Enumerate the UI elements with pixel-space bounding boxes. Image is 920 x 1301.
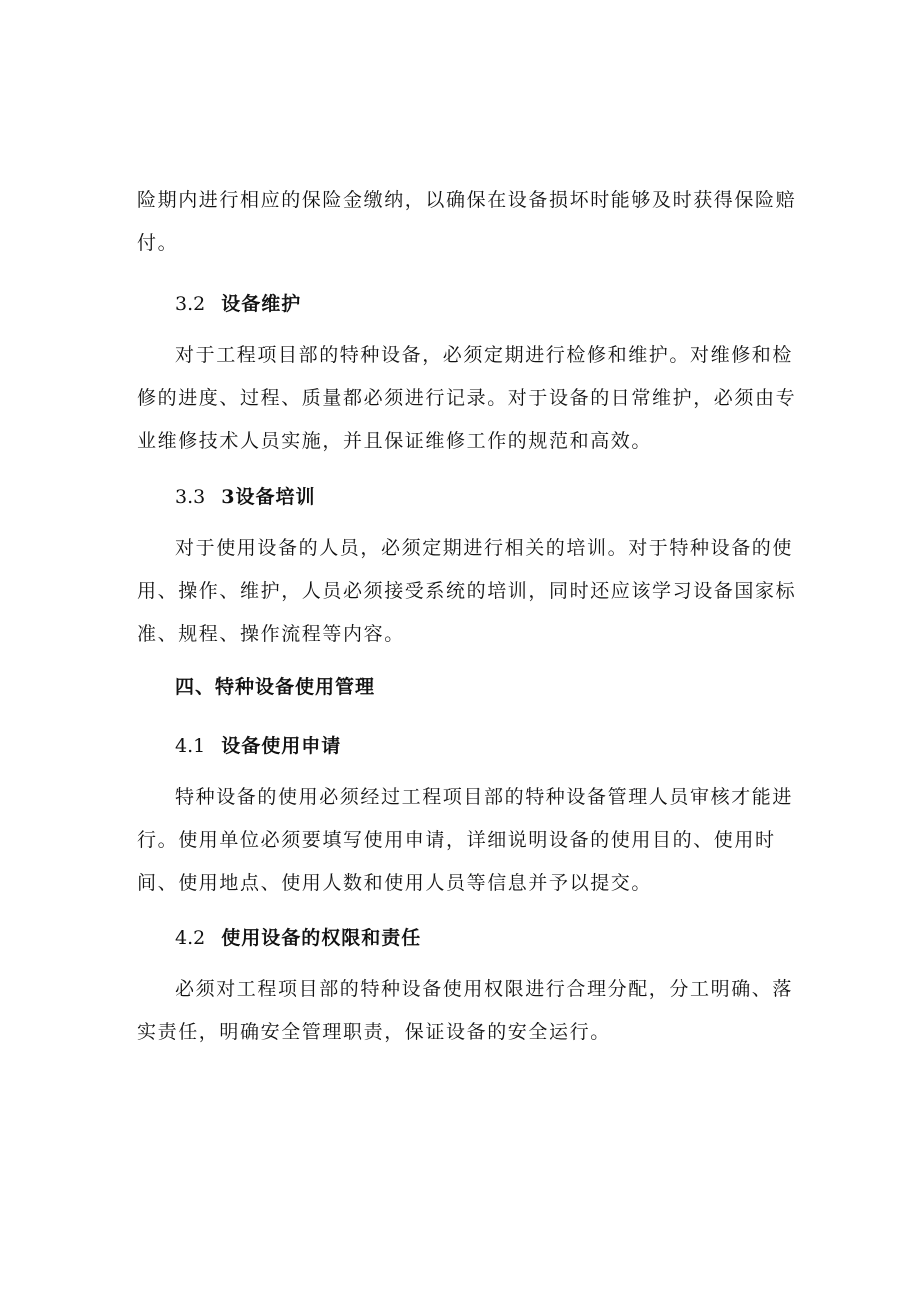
- section-number: 3.3: [175, 486, 206, 508]
- section-title: 设备使用申请: [221, 735, 342, 757]
- section-number: 4.1: [175, 735, 206, 757]
- section-title: 设备维护: [221, 293, 302, 315]
- paragraph-line: 必须对工程项目部的特种设备使用权限进行合理分配，分工明确、落: [175, 978, 794, 1000]
- paragraph-line: 间、使用地点、使用人数和使用人员等信息并予以提交。: [137, 872, 653, 894]
- paragraph-line: 业维修技术人员实施，并且保证维修工作的规范和高效。: [137, 430, 653, 452]
- chapter-heading: 四、特种设备使用管理: [175, 676, 376, 698]
- paragraph-line: 修的进度、过程、质量都必须进行记录。对于设备的日常维护，必须由专: [137, 387, 797, 409]
- section-heading-4-1: [175, 734, 341, 758]
- section-heading-4-2: [175, 926, 421, 950]
- paragraph-line: 对于使用设备的人员，必须定期进行相关的培训。对于特种设备的使: [175, 537, 794, 559]
- paragraph-line: 险期内进行相应的保险金缴纳，以确保在设备损坏时能够及时获得保险赔: [137, 189, 797, 211]
- paragraph-line: 准、规程、操作流程等内容。: [137, 623, 405, 645]
- section-heading-3-3: [175, 485, 315, 509]
- paragraph-line: 用、操作、维护，人员必须接受系统的培训，同时还应该学习设备国家标: [137, 580, 797, 602]
- paragraph-line: 对于工程项目部的特种设备，必须定期进行检修和维护。对维修和检: [175, 344, 794, 366]
- paragraph-line: 付。: [137, 232, 179, 254]
- section-title: 3设备培训: [221, 486, 316, 508]
- paragraph-line: 实责任，明确安全管理职责，保证设备的安全运行。: [137, 1021, 611, 1043]
- paragraph-line: 特种设备的使用必须经过工程项目部的特种设备管理人员审核才能进: [175, 786, 794, 808]
- section-title: 使用设备的权限和责任: [221, 927, 422, 949]
- paragraph-line: 行。使用单位必须要填写使用申请，详细说明设备的使用目的、使用时: [137, 829, 776, 851]
- section-heading-3-2: [175, 292, 301, 316]
- section-number: 4.2: [175, 927, 206, 949]
- section-number: 3.2: [175, 293, 206, 315]
